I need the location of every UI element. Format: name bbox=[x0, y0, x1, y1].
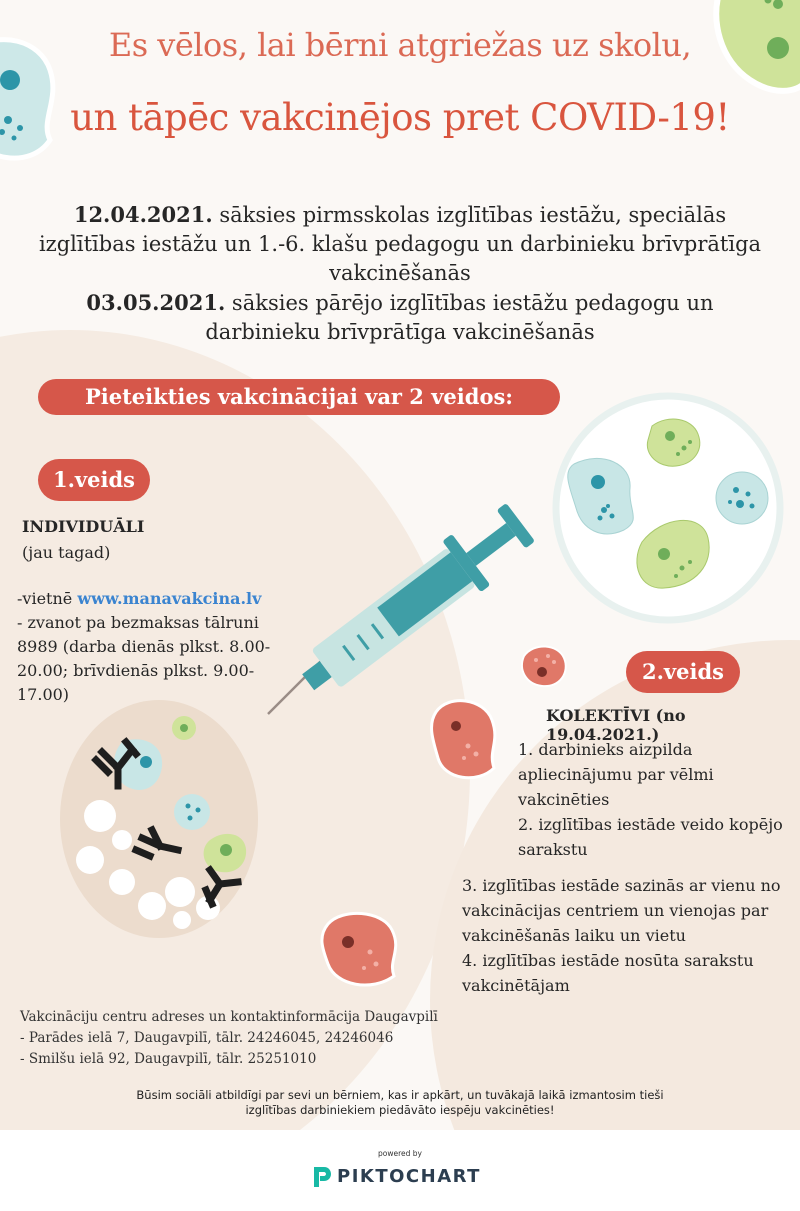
microbe-icon bbox=[516, 640, 572, 692]
microbe-icon bbox=[647, 419, 699, 466]
piktochart-logo-icon bbox=[310, 1165, 332, 1189]
method-1-badge: 1.veids bbox=[38, 459, 150, 501]
date-1-text: sāksies pirmsskolas izglītības iestāžu, speciālās izglītības iestāžu un 1.-6. klašu pedagogu un darbinieku brīvprātīga vakcinēšanās bbox=[38, 203, 762, 285]
method-1-subtitle: (jau tagad) bbox=[22, 543, 111, 562]
method-2-step: 1. darbinieks aizpilda apliecinājumu par vēlmi vakcinēties bbox=[518, 740, 714, 809]
method-1-phone: - zvanot pa bezmaksas tālruni 8989 (darba dienās plkst. 8.00-20.00; brīvdienās plkst. 9.00-17.00) bbox=[17, 613, 271, 704]
date-2: 03.05.2021. bbox=[86, 290, 226, 315]
date-1: 12.04.2021. bbox=[73, 202, 213, 227]
method-2-steps-b bbox=[462, 873, 798, 998]
antibody-icon bbox=[136, 830, 178, 856]
method-2-badge: 2.veids bbox=[626, 651, 740, 693]
microbe-icon bbox=[172, 716, 196, 740]
manavakcina-link[interactable]: www.manavakcina.lv bbox=[77, 589, 262, 608]
microbe-icon bbox=[716, 472, 768, 524]
microbe-icon bbox=[174, 794, 210, 830]
closing-note: Būsim sociāli atbildīgi par sevi un bērniem, kas ir apkārt, un tuvākajā laikā izmantosim tieši izglītības darbiniekiem piedāvāto iespēju vakcinēties! bbox=[136, 1088, 664, 1117]
powered-by-label: powered by bbox=[378, 1149, 422, 1158]
methods-banner: Pieteikties vakcinācijai var 2 veidos: bbox=[38, 379, 560, 415]
method-2-steps-a bbox=[518, 737, 798, 862]
title-line-1: Es vēlos, lai bērni atgriežas uz skolu, bbox=[108, 26, 692, 64]
antibody-icon bbox=[206, 870, 238, 904]
method-1-prefix: -vietnē bbox=[17, 589, 78, 608]
antibody-cluster-icon bbox=[60, 700, 260, 940]
petri-dish-icon bbox=[552, 392, 784, 624]
title-line-2: un tāpēc vakcinējos pret COVID-19! bbox=[70, 96, 730, 139]
method-2-step: 3. izglītības iestāde sazinās ar vienu no vakcinācijas centriem un vienojas par vakcinēšanās laiku un vietu bbox=[462, 876, 781, 945]
date-2-text: sāksies pārējo izglītības iestāžu pedagogu un darbinieku brīvprātīga vakcinēšanās bbox=[205, 291, 714, 344]
centers-heading: Vakcināciju centru adreses un kontaktinformācija Daugavpilī bbox=[20, 1009, 438, 1025]
piktochart-logo[interactable] bbox=[310, 1165, 510, 1191]
method-2-step: 4. izglītības iestāde nosūta sarakstu vakcinētājam bbox=[462, 951, 754, 995]
vaccination-centers bbox=[20, 1007, 480, 1070]
microbe-icon bbox=[428, 692, 504, 784]
method-1-details bbox=[17, 587, 285, 707]
method-1-title: INDIVIDUĀLI bbox=[22, 517, 145, 536]
piktochart-brand-name: PIKTOCHART bbox=[337, 1166, 481, 1187]
vaccination-dates bbox=[30, 200, 770, 347]
microbe-icon bbox=[318, 906, 404, 990]
center-address: - Smilšu ielā 92, Daugavpilī, tālr. 25251010 bbox=[20, 1051, 317, 1067]
method-2-title: KOLEKTĪVI (no 19.04.2021.) bbox=[546, 706, 686, 744]
center-address: - Parādes ielā 7, Daugavpilī, tālr. 24246045, 24246046 bbox=[20, 1030, 394, 1046]
method-2-step: 2. izglītības iestāde veido kopējo sarakstu bbox=[518, 815, 783, 859]
